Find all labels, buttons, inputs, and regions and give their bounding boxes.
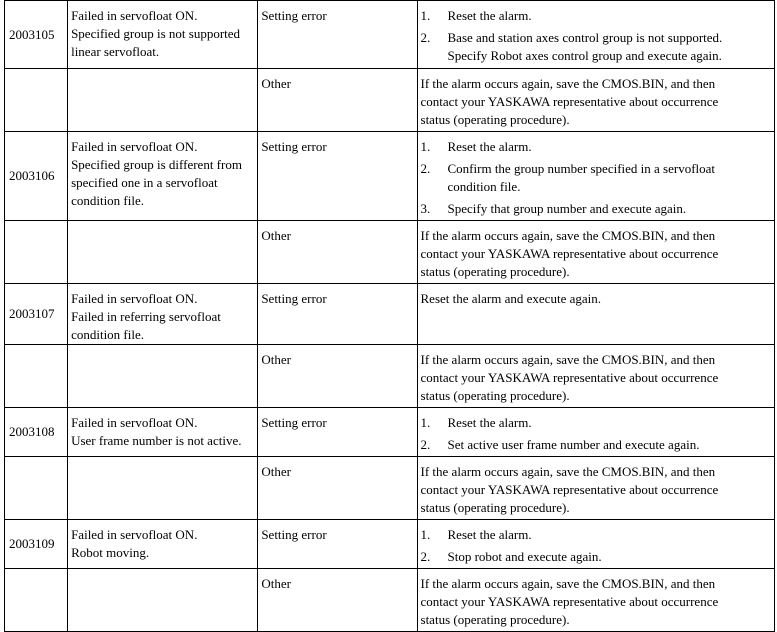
alarm-message-cell (68, 1, 258, 69)
remedy-step (421, 436, 772, 454)
remedy-cell (417, 569, 774, 632)
remedy-cell (417, 520, 774, 569)
alarm-row (5, 569, 775, 632)
alarm-message-cell (68, 408, 258, 457)
alarm-message-line: Failed in referring servofloat (71, 309, 221, 324)
step-number: 2. (420, 437, 431, 452)
remedy-text: If the alarm occurs again, save the CMOS.BIN, and then (420, 576, 716, 591)
remedy-text: contact your YASKAWA representative about occurrence (420, 594, 719, 609)
cause-type: Other (261, 228, 291, 243)
alarm-code-cell (5, 132, 68, 221)
alarm-message-line: Specified group is not supported (71, 26, 241, 41)
remedy-text: If the alarm occurs again, save the CMOS.BIN, and then (420, 76, 716, 91)
remedy-text: contact your YASKAWA representative about occurrence (420, 246, 719, 261)
alarm-message-line: Failed in servofloat ON. (71, 8, 198, 23)
remedy-cell (417, 221, 774, 284)
alarm-code: 2003105 (9, 26, 55, 42)
step-text: condition file. (447, 179, 521, 194)
remedy-steps (421, 138, 772, 218)
alarm-code-cell (5, 1, 68, 69)
remedy-cell (417, 132, 774, 221)
alarm-message-line: User frame number is not active. (71, 433, 242, 448)
cause-type: Setting error (261, 291, 327, 306)
alarm-message-line: condition file. (71, 193, 145, 208)
alarm-code-cell (5, 457, 68, 520)
alarm-code-cell (5, 221, 68, 284)
remedy-cell (417, 1, 774, 69)
remedy-cell (417, 345, 774, 408)
alarm-message-cell (68, 569, 258, 632)
alarm-row (5, 520, 775, 569)
alarm-code: 2003107 (9, 306, 55, 321)
remedy-text: Reset the alarm and execute again. (420, 291, 601, 306)
remedy-cell (417, 457, 774, 520)
alarm-message-line: Specified group is different from (71, 157, 242, 172)
cause-type: Other (261, 464, 291, 479)
remedy-steps (421, 7, 772, 65)
alarm-row (5, 221, 775, 284)
alarm-code: 2003109 (9, 536, 55, 551)
alarm-code-cell (5, 345, 68, 408)
step-text: Reset the alarm. (447, 8, 532, 23)
remedy-text: contact your YASKAWA representative about occurrence (420, 370, 719, 385)
cause-type-cell (258, 569, 417, 632)
cause-type: Setting error (261, 139, 327, 154)
step-text: Specify Robot axes control group and execute again. (447, 48, 722, 63)
remedy-cell (417, 284, 774, 345)
alarm-table-body (5, 1, 775, 632)
alarm-code-cell (5, 284, 68, 345)
step-text: Reset the alarm. (447, 415, 532, 430)
remedy-step (421, 138, 772, 156)
alarm-message-line: specified one in a servofloat (71, 175, 218, 190)
cause-type-cell (258, 284, 417, 345)
cause-type-cell (258, 457, 417, 520)
alarm-message-line: Failed in servofloat ON. (71, 291, 198, 306)
remedy-steps (421, 526, 772, 566)
remedy-text: status (operating procedure). (420, 112, 570, 127)
alarm-message-cell (68, 345, 258, 408)
alarm-message-cell (68, 520, 258, 569)
alarm-code-cell (5, 569, 68, 632)
remedy-step (421, 200, 772, 218)
step-number: 2. (420, 161, 431, 176)
remedy-text: If the alarm occurs again, save the CMOS.BIN, and then (420, 464, 716, 479)
cause-type-cell (258, 221, 417, 284)
alarm-message-line: linear servofloat. (71, 44, 160, 59)
remedy-step (421, 414, 772, 432)
cause-type: Other (261, 576, 291, 591)
alarm-row (5, 1, 775, 69)
alarm-row (5, 69, 775, 132)
remedy-text: status (operating procedure). (420, 264, 570, 279)
step-text: Base and station axes control group is not supported. (447, 30, 723, 45)
cause-type-cell (258, 132, 417, 221)
alarm-row (5, 284, 775, 345)
remedy-step (421, 29, 772, 65)
remedy-text: If the alarm occurs again, save the CMOS.BIN, and then (420, 352, 716, 367)
alarm-code-cell (5, 520, 68, 569)
alarm-message-cell (68, 457, 258, 520)
remedy-cell (417, 408, 774, 457)
remedy-step (421, 7, 772, 25)
step-number: 1. (420, 139, 431, 154)
step-number: 1. (420, 415, 431, 430)
cause-type: Setting error (261, 527, 327, 542)
cause-type-cell (258, 1, 417, 69)
step-number: 2. (420, 549, 431, 564)
remedy-text: If the alarm occurs again, save the CMOS.BIN, and then (420, 228, 716, 243)
alarm-row (5, 132, 775, 221)
alarm-code-cell (5, 408, 68, 457)
remedy-step (421, 160, 772, 196)
step-number: 1. (420, 527, 431, 542)
alarm-row (5, 408, 775, 457)
remedy-text: contact your YASKAWA representative about occurrence (420, 482, 719, 497)
alarm-message-line: Failed in servofloat ON. (71, 527, 198, 542)
cause-type-cell (258, 520, 417, 569)
alarm-code: 2003108 (9, 424, 55, 439)
cause-type-cell (258, 345, 417, 408)
step-number: 1. (420, 8, 431, 23)
remedy-steps (421, 414, 772, 454)
step-number: 3. (420, 201, 431, 216)
alarm-message-line: condition file. (71, 327, 145, 342)
alarm-row (5, 457, 775, 520)
step-text: Reset the alarm. (447, 139, 532, 154)
remedy-step (421, 526, 772, 544)
cause-type-cell (258, 408, 417, 457)
remedy-text: status (operating procedure). (420, 612, 570, 627)
cause-type: Other (261, 76, 291, 91)
step-text: Stop robot and execute again. (447, 549, 602, 564)
step-text: Set active user frame number and execute again. (447, 437, 700, 452)
step-number: 2. (420, 30, 431, 45)
alarm-table (4, 0, 775, 632)
alarm-message-line: Robot moving. (71, 545, 150, 560)
remedy-step (421, 548, 772, 566)
alarm-code: 2003106 (9, 168, 55, 183)
remedy-text: status (operating procedure). (420, 500, 570, 515)
alarm-code-cell (5, 69, 68, 132)
step-text: Specify that group number and execute again. (447, 201, 687, 216)
alarm-message-cell (68, 132, 258, 221)
alarm-message-line: Failed in servofloat ON. (71, 415, 198, 430)
cause-type-cell (258, 69, 417, 132)
alarm-message-cell (68, 221, 258, 284)
remedy-cell (417, 69, 774, 132)
alarm-message-line: Failed in servofloat ON. (71, 139, 198, 154)
remedy-text: contact your YASKAWA representative about occurrence (420, 94, 719, 109)
alarm-row (5, 345, 775, 408)
alarm-message-cell (68, 69, 258, 132)
cause-type: Setting error (261, 8, 327, 23)
alarm-message-cell (68, 284, 258, 345)
step-text: Confirm the group number specified in a servofloat (447, 161, 716, 176)
remedy-text: status (operating procedure). (420, 388, 570, 403)
cause-type: Setting error (261, 415, 327, 430)
step-text: Reset the alarm. (447, 527, 532, 542)
cause-type: Other (261, 352, 291, 367)
